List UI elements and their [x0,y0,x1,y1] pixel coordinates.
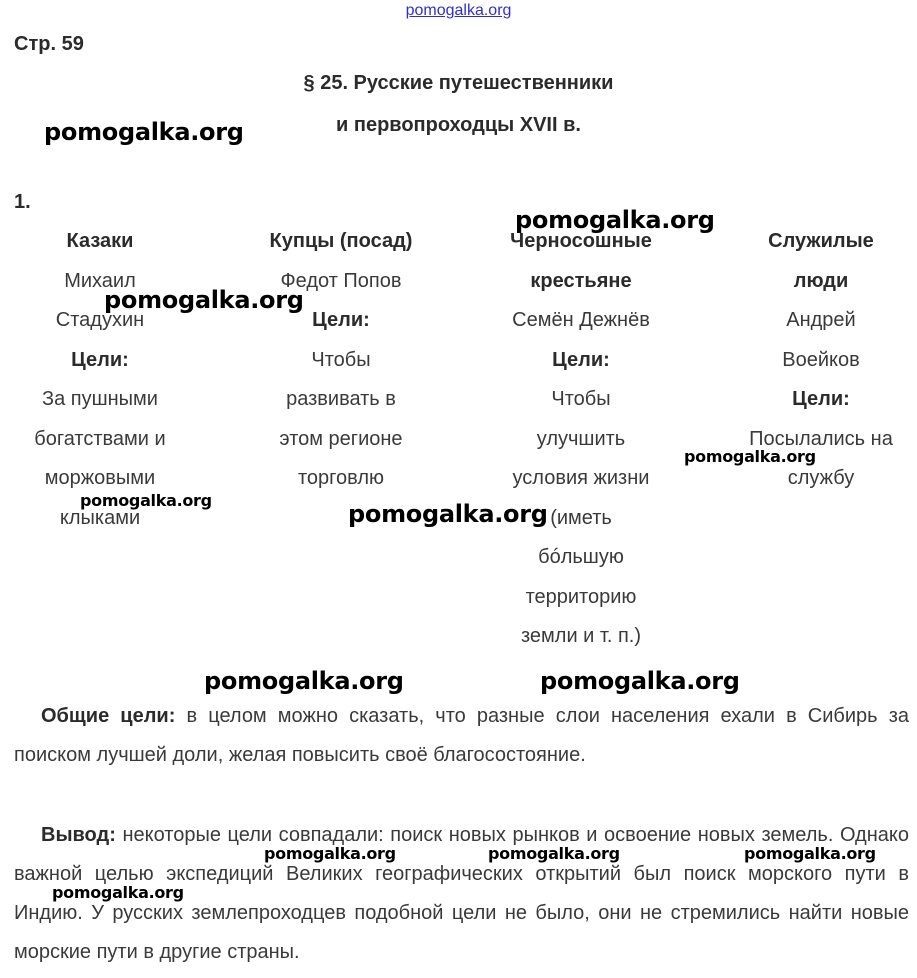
explorer-name: Стадухин [55,309,145,331]
column-heading: Казаки [66,230,134,252]
goal-line: клыками [59,506,141,529]
watermark: pomogalka.org [744,844,876,863]
column-heading: крестьяне [530,269,632,292]
goals-label: Цели: [792,388,850,410]
column-heading: Купцы (посад) [269,230,413,252]
goal-line: торговлю [298,467,384,489]
goal-line: За пушными [42,388,158,410]
column-peasants [490,222,672,657]
section-title-line-2: и первопроходцы XVII в. [336,114,581,136]
goal-line: этом регионе [279,427,403,450]
page-number: Стр. 59 [14,33,84,55]
goal-line: Чтобы [311,348,371,371]
goal-line: Посылались на [749,427,893,450]
watermark: pomogalka.org [684,447,816,466]
watermark: pomogalka.org [104,286,304,314]
goal-line: земли и т. п.) [520,625,642,647]
watermark: pomogalka.org [52,883,184,902]
watermark: pomogalka.org [488,844,620,863]
goal-line: бóльшую [538,546,624,568]
section-title-line-1: § 25. Русские путешественники [303,72,614,94]
goal-line: условия жизни [512,467,650,489]
goals-label: Цели: [71,348,129,371]
watermark: pomogalka.org [44,118,244,146]
watermark: pomogalka.org [80,491,212,510]
column-merchants [250,222,432,499]
goal-line: улучшить [536,427,626,450]
column-heading: Черносошные [510,230,652,252]
goals-label: Цели: [312,309,370,331]
common-goals-label: Общие цели: [41,705,176,727]
explorer-name: Семён Дежнёв [512,309,650,331]
watermark: pomogalka.org [348,500,548,528]
explorer-name: Воейков [782,348,860,371]
common-goals-paragraph [14,697,909,775]
watermark: pomogalka.org [264,844,396,863]
goal-line: Чтобы [551,388,611,410]
goal-line: (иметь [550,506,612,529]
explorer-name: Федот Попов [280,269,402,292]
common-goals-text: в целом можно сказать, что разные слои населения ехали в Сибирь за поиском лучшей доли, желая повысить своё благосостояние. [14,705,909,766]
watermark: pomogalka.org [540,667,740,695]
goal-line: территорию [525,585,637,608]
watermark: pomogalka.org [204,667,404,695]
watermark: pomogalka.org [515,206,715,234]
column-heading: Служилые [768,230,874,252]
column-heading: люди [793,269,849,292]
task-number: 1. [14,191,31,213]
conclusion-text: некоторые цели совпадали: поиск новых рынков и освоение новых земель. Однако важной целью экспедиций Великих географических открытий был поиск морского пути в Индию. У русских землепроходцев подобной цели не было, они не стремились найти новые морские пути в другие страны. [14,824,909,963]
goal-line: развивать в [286,388,396,410]
goal-line: моржовыми [44,467,156,489]
explorer-name: Михаил [64,269,136,292]
explorer-name: Андрей [786,309,856,331]
goal-line: службу [787,467,855,489]
goal-line: богатствами и [34,427,166,450]
site-link[interactable]: pomogalka.org [405,2,512,19]
goals-label: Цели: [552,348,610,371]
conclusion-label: Вывод: [41,824,116,846]
